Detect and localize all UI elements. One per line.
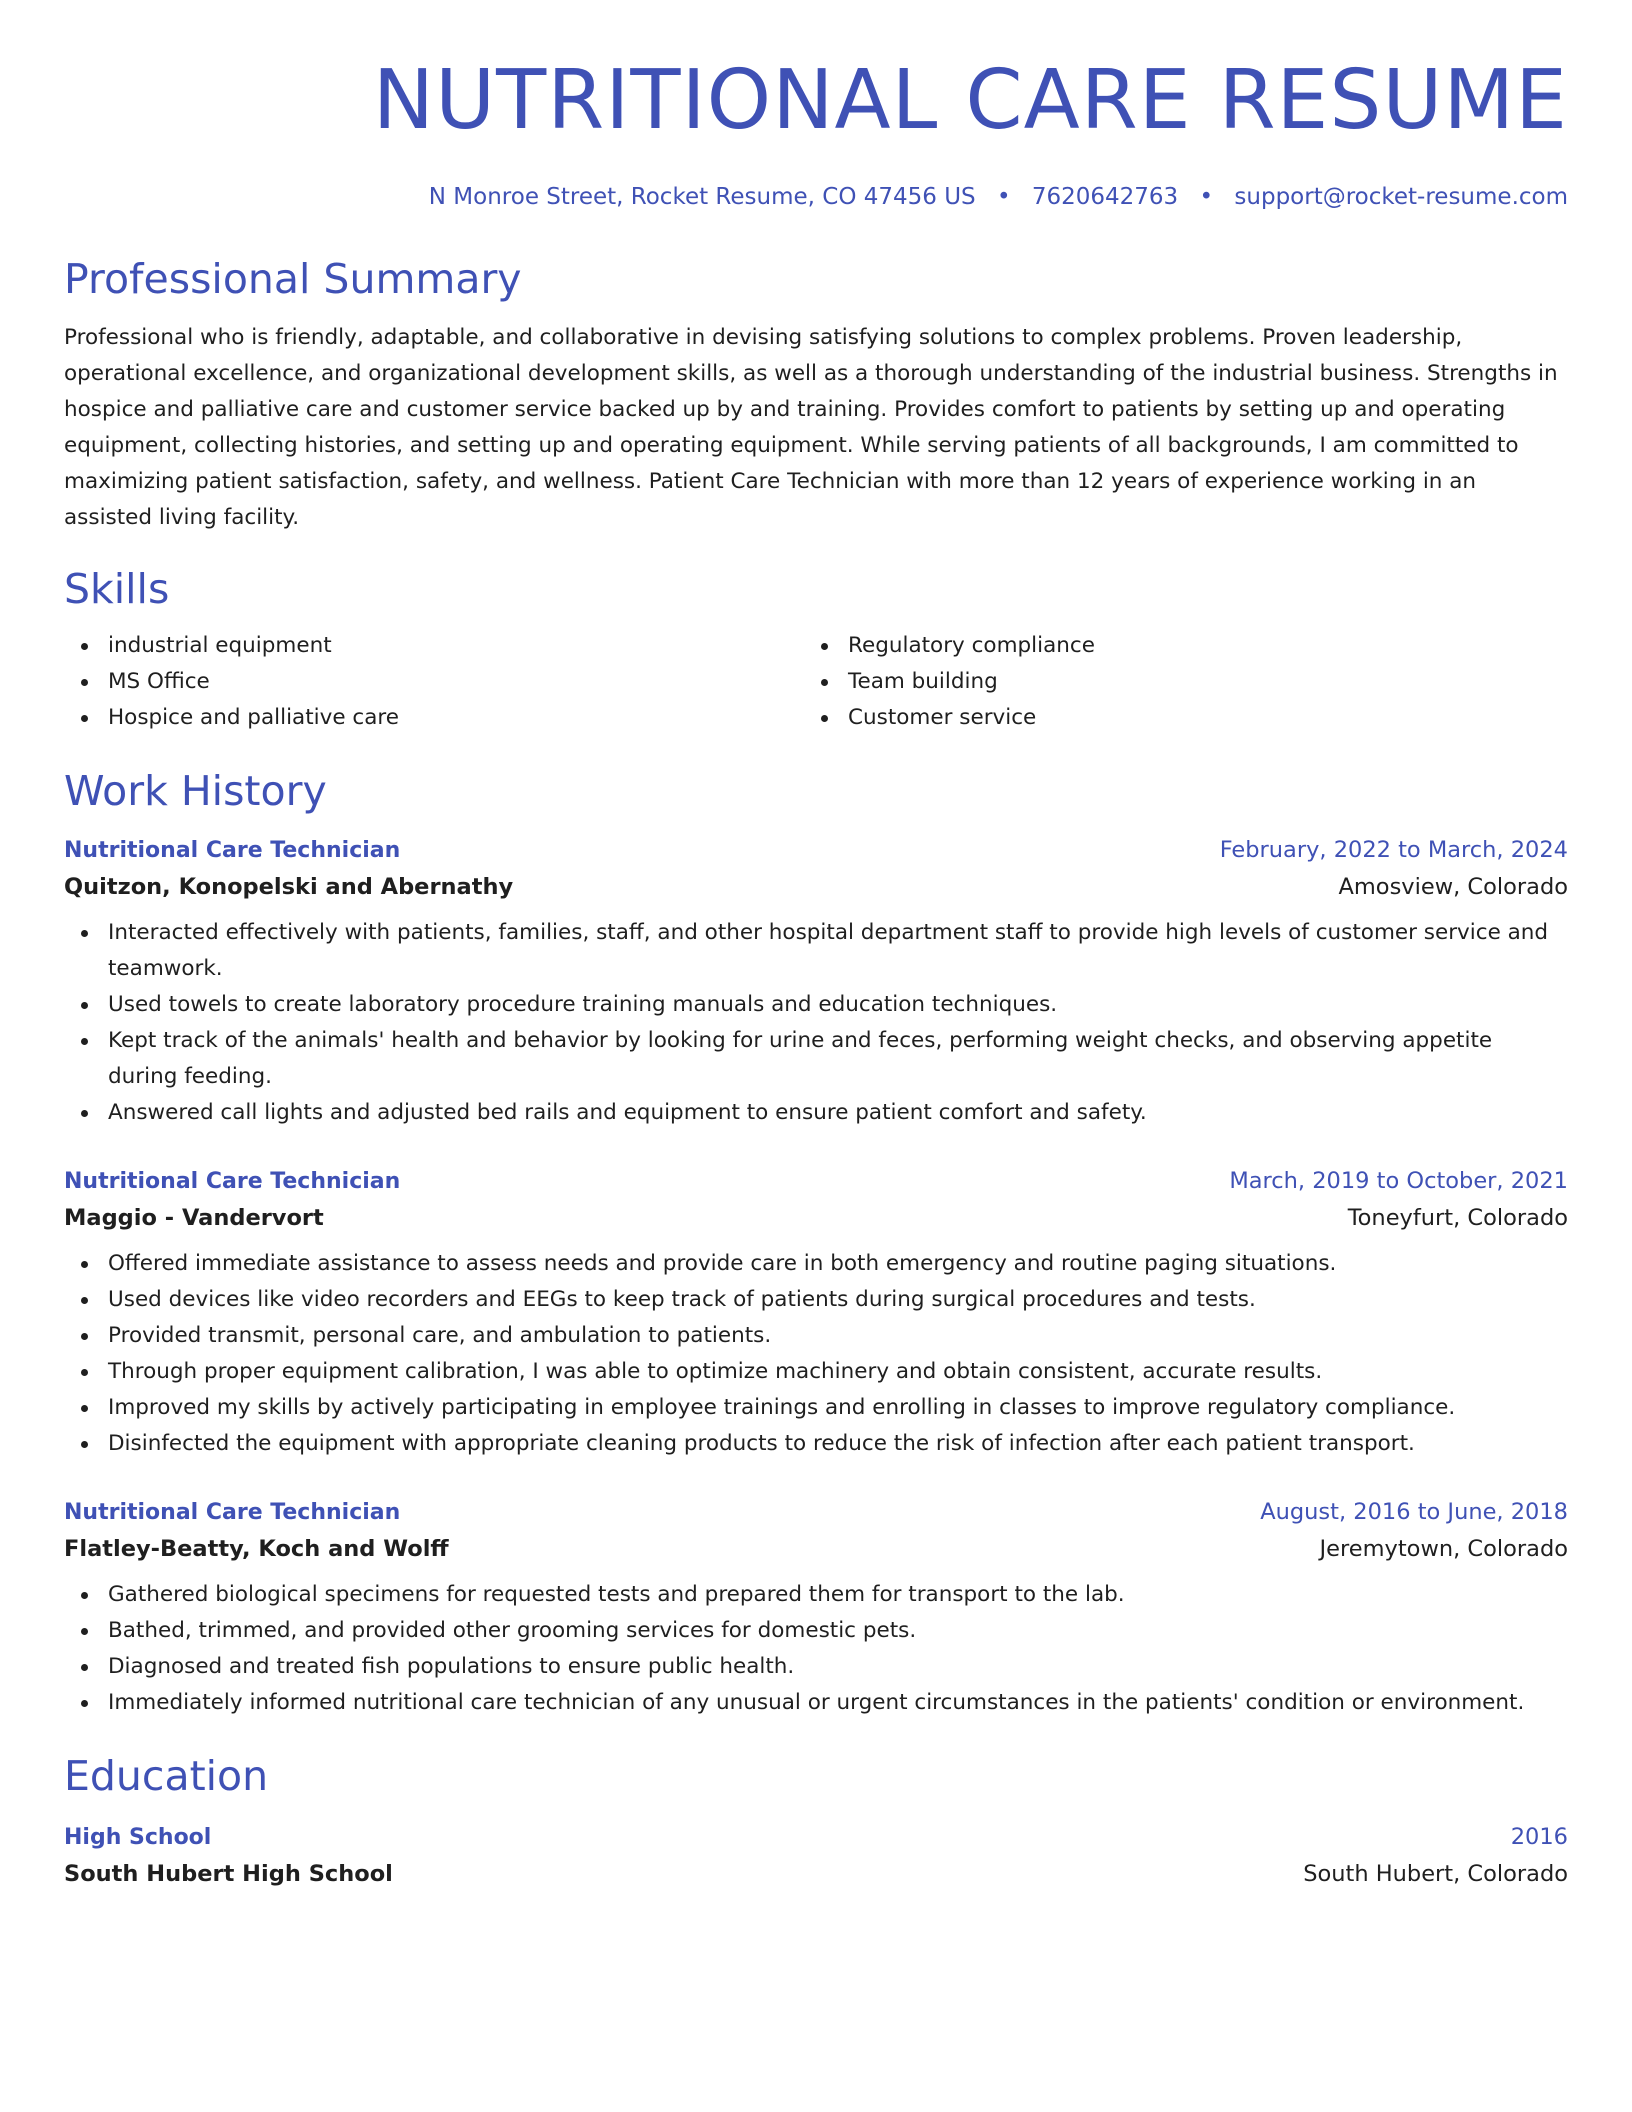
education-school-row bbox=[64, 1854, 1568, 1894]
education-degree: High School bbox=[64, 1825, 212, 1850]
contact-separator: • bbox=[996, 184, 1011, 210]
job-company-row bbox=[64, 1529, 1568, 1569]
job-company-row bbox=[64, 1198, 1568, 1238]
contact-email: support@rocket-resume.com bbox=[1234, 184, 1568, 210]
resume-name: NUTRITIONAL CARE RESUME bbox=[372, 53, 1568, 148]
contact-separator: • bbox=[1199, 184, 1214, 210]
job-bullets bbox=[64, 1246, 1568, 1462]
job-location: Amosview, Colorado bbox=[1338, 874, 1568, 900]
skills-column-left bbox=[64, 628, 804, 736]
job-bullet: Disinfected the equipment with appropriate cleaning products to reduce the risk of infection after each patient transport. bbox=[64, 1426, 1568, 1462]
skills-column-right bbox=[804, 628, 1568, 736]
job-dates: August, 2016 to June, 2018 bbox=[1260, 1499, 1568, 1525]
job-entry bbox=[64, 1496, 1568, 1721]
resume-header bbox=[64, 0, 1568, 212]
summary-text: Professional who is friendly, adaptable, and collaborative in devising satisfying solutions to complex problems. Proven leadership, operational excellence, and organizational development skills, as well as a thorough understanding of the industrial business. Strengths in hospice and palliative care and customer service backed up by and training. Provides comfort to patients by setting up and operating equipment, collecting histories, and setting up and operating equipment. While serving patients of all backgrounds, I am committed to maximizing patient satisfaction, safety, and wellness. Patient Care Technician with more than 12 years of experience working in an assisted living facility. bbox=[64, 325, 1558, 530]
job-bullet: Kept track of the animals' health and behavior by looking for urine and feces, performing weight checks, and observing appetite during feeding. bbox=[64, 1023, 1568, 1095]
job-role: Nutritional Care Technician bbox=[64, 1500, 401, 1525]
job-role: Nutritional Care Technician bbox=[64, 1169, 401, 1194]
skills-list bbox=[64, 628, 1568, 736]
job-entry bbox=[64, 1165, 1568, 1462]
job-bullet: Answered call lights and adjusted bed rails and equipment to ensure patient comfort and safety. bbox=[64, 1095, 1568, 1131]
job-header-row bbox=[64, 834, 1568, 867]
section-title-skills: Skills bbox=[64, 565, 170, 613]
contact-address: N Monroe Street, Rocket Resume, CO 47456 US bbox=[428, 184, 976, 210]
job-header-row bbox=[64, 1496, 1568, 1529]
job-entry bbox=[64, 834, 1568, 1131]
contact-phone: 7620642763 bbox=[1031, 184, 1179, 210]
section-title-education: Education bbox=[64, 1752, 269, 1800]
section-title-summary: Professional Summary bbox=[64, 255, 522, 303]
job-header-row bbox=[64, 1165, 1568, 1198]
section-title-work-history: Work History bbox=[64, 767, 327, 815]
job-location: Jeremytown, Colorado bbox=[1319, 1536, 1568, 1562]
job-bullet: Through proper equipment calibration, I was able to optimize machinery and obtain consistent, accurate results. bbox=[64, 1354, 1568, 1390]
education-school: South Hubert High School bbox=[64, 1861, 393, 1887]
job-bullet: Used towels to create laboratory procedure training manuals and education techniques. bbox=[64, 987, 1568, 1023]
job-company-row bbox=[64, 867, 1568, 907]
skill-item: Customer service bbox=[804, 700, 1568, 736]
job-bullet: Diagnosed and treated fish populations to ensure public health. bbox=[64, 1649, 1568, 1685]
job-bullets bbox=[64, 915, 1568, 1131]
job-bullet: Bathed, trimmed, and provided other grooming services for domestic pets. bbox=[64, 1613, 1568, 1649]
job-bullet: Immediately informed nutritional care technician of any unusual or urgent circumstances in the patients' condition or environment. bbox=[64, 1685, 1568, 1721]
job-bullet: Offered immediate assistance to assess needs and provide care in both emergency and routine paging situations. bbox=[64, 1246, 1568, 1282]
job-company: Flatley-Beatty, Koch and Wolff bbox=[64, 1536, 449, 1562]
job-role: Nutritional Care Technician bbox=[64, 838, 401, 863]
job-bullet: Improved my skills by actively participating in employee trainings and enrolling in classes to improve regulatory compliance. bbox=[64, 1390, 1568, 1426]
contact-line bbox=[64, 182, 1568, 212]
skill-item: Hospice and palliative care bbox=[64, 700, 804, 736]
job-bullet: Provided transmit, personal care, and ambulation to patients. bbox=[64, 1318, 1568, 1354]
job-company: Maggio - Vandervort bbox=[64, 1205, 324, 1231]
skill-item: industrial equipment bbox=[64, 628, 804, 664]
job-bullet: Interacted effectively with patients, families, staff, and other hospital department staff to provide high levels of customer service and teamwork. bbox=[64, 915, 1568, 987]
job-dates: March, 2019 to October, 2021 bbox=[1229, 1168, 1568, 1194]
job-location: Toneyfurt, Colorado bbox=[1347, 1205, 1568, 1231]
education-year: 2016 bbox=[1510, 1824, 1568, 1850]
education-header-row bbox=[64, 1821, 1568, 1854]
education-entry bbox=[64, 1821, 1568, 1894]
job-company: Quitzon, Konopelski and Abernathy bbox=[64, 874, 514, 900]
education-location: South Hubert, Colorado bbox=[1303, 1861, 1568, 1887]
job-bullets bbox=[64, 1577, 1568, 1721]
job-dates: February, 2022 to March, 2024 bbox=[1219, 837, 1568, 863]
skill-item: MS Office bbox=[64, 664, 804, 700]
skill-item: Regulatory compliance bbox=[804, 628, 1568, 664]
job-bullet: Gathered biological specimens for requested tests and prepared them for transport to the lab. bbox=[64, 1577, 1568, 1613]
skill-item: Team building bbox=[804, 664, 1568, 700]
job-bullet: Used devices like video recorders and EEGs to keep track of patients during surgical procedures and tests. bbox=[64, 1282, 1568, 1318]
